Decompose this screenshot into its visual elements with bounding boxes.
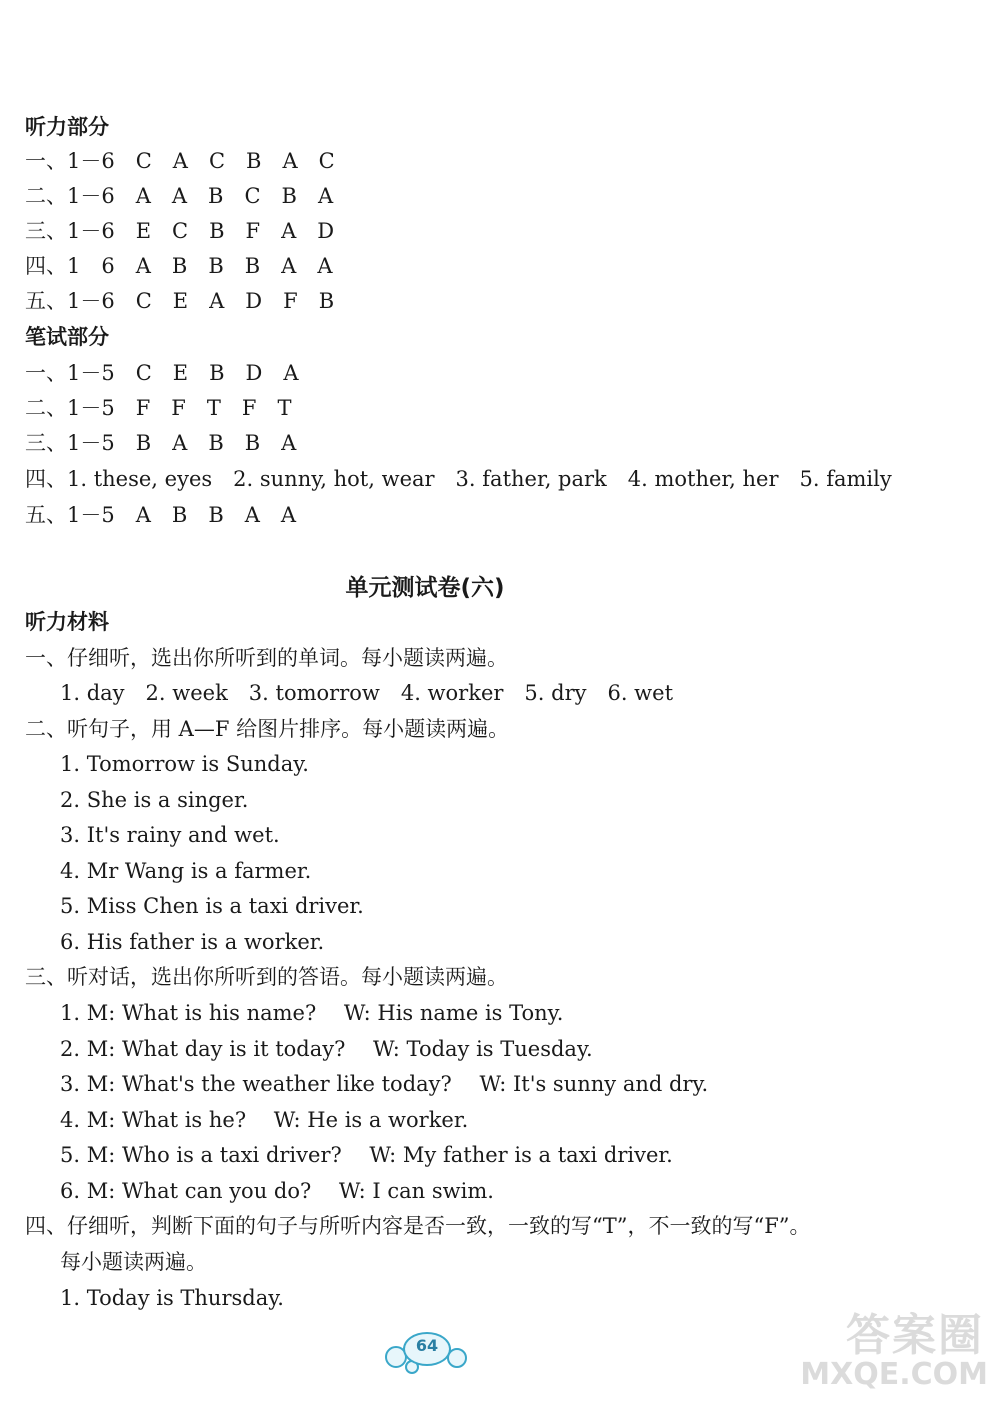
list-item: 1. Today is Thursday.	[60, 1286, 284, 1310]
list-item: 1. Tomorrow is Sunday.	[60, 752, 309, 776]
list-item: 2. She is a singer.	[60, 788, 249, 812]
section-heading-listening-answers: 听力部分	[25, 115, 109, 139]
section-heading-written-answers: 笔试部分	[25, 325, 109, 349]
list-item: 6. His father is a worker.	[60, 930, 325, 954]
dialogue-item: 1. M: What is his name? W: His name is Tony.	[60, 1001, 564, 1025]
question-instruction: 一、仔细听，选出你所听到的单词。每小题读两遍。	[25, 646, 508, 670]
dialogue-item: 3. M: What's the weather like today? W: It's sunny and dry.	[60, 1072, 709, 1096]
list-item: 4. Mr Wang is a farmer.	[60, 859, 312, 883]
list-item: 3. It's rainy and wet.	[60, 823, 280, 847]
answer-row: 四、1. these, eyes 2. sunny, hot, wear 3. father, park 4. mother, her 5. family	[25, 467, 892, 491]
word-list: 1. day 2. week 3. tomorrow 4. worker 5. dry 6. wet	[60, 681, 674, 705]
question-instruction: 二、听句子，用 A—F 给图片排序。每小题读两遍。	[25, 717, 510, 741]
answer-row: 五、1－5 A B B A A	[25, 503, 297, 527]
dialogue-item: 4. M: What is he? W: He is a worker.	[60, 1108, 469, 1132]
answer-row: 一、1－6 C A C B A C	[25, 149, 335, 173]
answer-row: 二、1－5 F F T F T	[25, 396, 292, 420]
dialogue-item: 6. M: What can you do? W: I can swim.	[60, 1179, 494, 1203]
watermark-url: MXQE.COM	[800, 1357, 988, 1392]
dialogue-item: 5. M: Who is a taxi driver? W: My father is a taxi driver.	[60, 1143, 673, 1167]
dialogue-item: 2. M: What day is it today? W: Today is Tuesday.	[60, 1037, 593, 1061]
section-heading-listening-material: 听力材料	[25, 610, 109, 634]
question-instruction: 三、听对话，选出你所听到的答语。每小题读两遍。	[25, 965, 508, 989]
answer-row: 二、1－6 A A B C B A	[25, 184, 334, 208]
question-instruction: 四、仔细听，判断下面的句子与所听内容是否一致，一致的写“T”，不一致的写“F”。	[25, 1214, 811, 1238]
question-instruction-continued: 每小题读两遍。	[60, 1250, 207, 1274]
watermark-logo-text: 答案圈	[846, 1310, 984, 1361]
answer-row: 五、1－6 C E A D F B	[25, 289, 335, 313]
answer-row: 三、1－6 E C B F A D	[25, 219, 335, 243]
page-number-badge	[385, 1330, 465, 1374]
answer-row: 三、1－5 B A B B A	[25, 431, 297, 455]
list-item: 5. Miss Chen is a taxi driver.	[60, 894, 364, 918]
watermark	[764, 1299, 994, 1399]
page-number: 64	[415, 1336, 439, 1355]
answer-row: 四、1 6 A B B B A A	[25, 254, 333, 278]
answer-row: 一、1－5 C E B D A	[25, 361, 299, 385]
unit-title: 单元测试卷(六)	[345, 575, 505, 601]
